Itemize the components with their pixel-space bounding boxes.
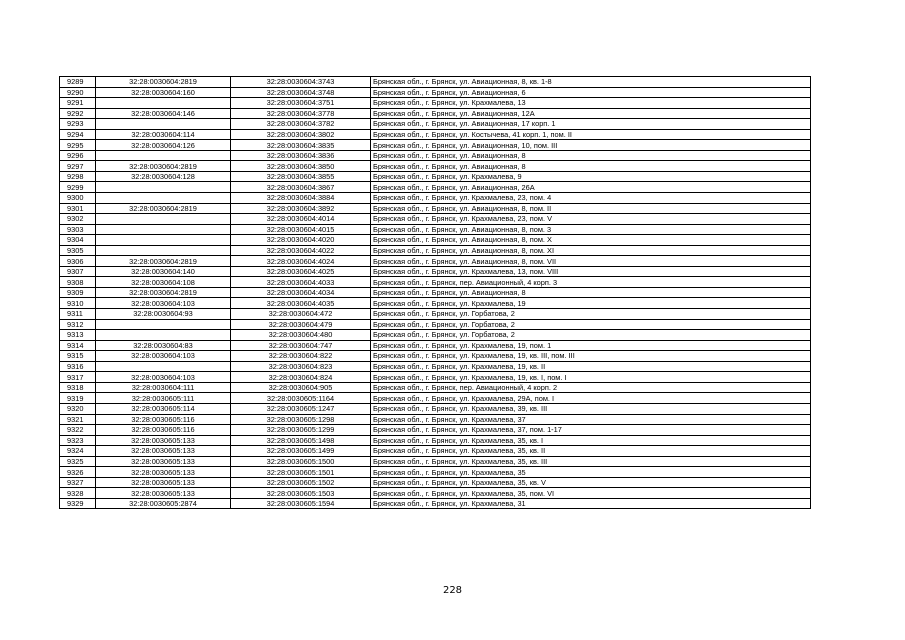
cadastral-number-cell: 32:28:0030604:824 (231, 372, 371, 383)
cadastral-number-cell: 32:28:0030605:1501 (231, 467, 371, 478)
row-number-cell: 9314 (60, 340, 96, 351)
address-cell: Брянская обл., г. Брянск, пер. Авиационный, 4 корп. 2 (371, 382, 811, 393)
table-row (60, 488, 811, 499)
table-row (60, 414, 811, 425)
address-cell: Брянская обл., г. Брянск, ул. Авиационная, 6 (371, 87, 811, 98)
row-number-cell: 9304 (60, 235, 96, 246)
cadastral-number-cell: 32:28:0030604:822 (231, 351, 371, 362)
source-parcel-cell: 32:28:0030605:133 (96, 488, 231, 499)
address-cell: Брянская обл., г. Брянск, ул. Крахмалева, 35, кв. V (371, 477, 811, 488)
address-cell: Брянская обл., г. Брянск, ул. Крахмалева, 19, кв. II (371, 361, 811, 372)
address-cell: Брянская обл., г. Брянск, ул. Крахмалева, 23, пом. 4 (371, 193, 811, 204)
table-row (60, 425, 811, 436)
cadastral-number-cell: 32:28:0030604:4014 (231, 214, 371, 225)
row-number-cell: 9325 (60, 456, 96, 467)
table-row (60, 140, 811, 151)
table-row (60, 98, 811, 109)
cadastral-number-cell: 32:28:0030605:1503 (231, 488, 371, 499)
table-row (60, 351, 811, 362)
table-row (60, 129, 811, 140)
source-parcel-cell: 32:28:0030604:103 (96, 372, 231, 383)
cadastral-number-cell: 32:28:0030604:3835 (231, 140, 371, 151)
cadastral-number-cell: 32:28:0030604:472 (231, 309, 371, 320)
address-cell: Брянская обл., г. Брянск, ул. Крахмалева, 35, кв. I (371, 435, 811, 446)
row-number-cell: 9298 (60, 171, 96, 182)
table-row (60, 298, 811, 309)
source-parcel-cell (96, 245, 231, 256)
row-number-cell: 9290 (60, 87, 96, 98)
row-number-cell: 9329 (60, 498, 96, 509)
row-number-cell: 9321 (60, 414, 96, 425)
table-row (60, 161, 811, 172)
registry-table (59, 76, 811, 509)
row-number-cell: 9289 (60, 77, 96, 88)
source-parcel-cell: 32:28:0030605:133 (96, 477, 231, 488)
source-parcel-cell: 32:28:0030605:133 (96, 467, 231, 478)
table-row (60, 235, 811, 246)
row-number-cell: 9299 (60, 182, 96, 193)
cadastral-number-cell: 32:28:0030604:4022 (231, 245, 371, 256)
address-cell: Брянская обл., г. Брянск, ул. Авиационная, 8 (371, 287, 811, 298)
source-parcel-cell (96, 361, 231, 372)
address-cell: Брянская обл., г. Брянск, ул. Крахмалева, 13, пом. VIII (371, 266, 811, 277)
registry-table-body (60, 77, 811, 509)
cadastral-number-cell: 32:28:0030604:4034 (231, 287, 371, 298)
address-cell: Брянская обл., г. Брянск, ул. Крахмалева, 37 (371, 414, 811, 425)
table-row (60, 340, 811, 351)
source-parcel-cell: 32:28:0030604:114 (96, 129, 231, 140)
table-row (60, 108, 811, 119)
table-row (60, 382, 811, 393)
table-row (60, 372, 811, 383)
row-number-cell: 9313 (60, 330, 96, 341)
cadastral-number-cell: 32:28:0030604:3850 (231, 161, 371, 172)
table-row (60, 214, 811, 225)
cadastral-number-cell: 32:28:0030605:1164 (231, 393, 371, 404)
table-row (60, 77, 811, 88)
row-number-cell: 9306 (60, 256, 96, 267)
source-parcel-cell (96, 182, 231, 193)
address-cell: Брянская обл., г. Брянск, ул. Авиационная, 8, пом. II (371, 203, 811, 214)
table-row (60, 203, 811, 214)
row-number-cell: 9319 (60, 393, 96, 404)
row-number-cell: 9305 (60, 245, 96, 256)
cadastral-number-cell: 32:28:0030604:4024 (231, 256, 371, 267)
cadastral-number-cell: 32:28:0030604:3836 (231, 150, 371, 161)
source-parcel-cell: 32:28:0030604:2819 (96, 161, 231, 172)
row-number-cell: 9291 (60, 98, 96, 109)
cadastral-number-cell: 32:28:0030604:3884 (231, 193, 371, 204)
source-parcel-cell: 32:28:0030604:128 (96, 171, 231, 182)
table-row (60, 361, 811, 372)
table-row (60, 330, 811, 341)
row-number-cell: 9300 (60, 193, 96, 204)
address-cell: Брянская обл., г. Брянск, ул. Крахмалева, 35, кв. III (371, 456, 811, 467)
address-cell: Брянская обл., г. Брянск, ул. Крахмалева, 19, кв. I, пом. I (371, 372, 811, 383)
address-cell: Брянская обл., г. Брянск, ул. Авиационная, 8, кв. 1-8 (371, 77, 811, 88)
address-cell: Брянская обл., г. Брянск, ул. Авиационная, 8, пом. X (371, 235, 811, 246)
address-cell: Брянская обл., г. Брянск, ул. Горбатова, 2 (371, 319, 811, 330)
address-cell: Брянская обл., г. Брянск, пер. Авиационный, 4 корп. 3 (371, 277, 811, 288)
table-row (60, 182, 811, 193)
table-row (60, 193, 811, 204)
source-parcel-cell: 32:28:0030604:108 (96, 277, 231, 288)
cadastral-number-cell: 32:28:0030604:3892 (231, 203, 371, 214)
source-parcel-cell (96, 330, 231, 341)
cadastral-number-cell: 32:28:0030604:3782 (231, 119, 371, 130)
row-number-cell: 9317 (60, 372, 96, 383)
address-cell: Брянская обл., г. Брянск, ул. Костычева, 41 корп. 1, пом. II (371, 129, 811, 140)
source-parcel-cell (96, 150, 231, 161)
cadastral-number-cell: 32:28:0030604:905 (231, 382, 371, 393)
row-number-cell: 9293 (60, 119, 96, 130)
source-parcel-cell: 32:28:0030604:140 (96, 266, 231, 277)
source-parcel-cell: 32:28:0030605:133 (96, 456, 231, 467)
cadastral-number-cell: 32:28:0030604:3751 (231, 98, 371, 109)
row-number-cell: 9322 (60, 425, 96, 436)
source-parcel-cell: 32:28:0030604:2819 (96, 287, 231, 298)
source-parcel-cell (96, 319, 231, 330)
table-row (60, 477, 811, 488)
cadastral-number-cell: 32:28:0030604:3743 (231, 77, 371, 88)
source-parcel-cell: 32:28:0030605:116 (96, 414, 231, 425)
source-parcel-cell (96, 119, 231, 130)
row-number-cell: 9301 (60, 203, 96, 214)
table-row (60, 150, 811, 161)
source-parcel-cell: 32:28:0030604:83 (96, 340, 231, 351)
row-number-cell: 9311 (60, 309, 96, 320)
row-number-cell: 9315 (60, 351, 96, 362)
row-number-cell: 9297 (60, 161, 96, 172)
address-cell: Брянская обл., г. Брянск, ул. Авиационная, 8, пом. 3 (371, 224, 811, 235)
source-parcel-cell (96, 224, 231, 235)
row-number-cell: 9303 (60, 224, 96, 235)
table-row (60, 119, 811, 130)
row-number-cell: 9318 (60, 382, 96, 393)
cadastral-number-cell: 32:28:0030605:1502 (231, 477, 371, 488)
address-cell: Брянская обл., г. Брянск, ул. Крахмалева, 23, пом. V (371, 214, 811, 225)
cadastral-number-cell: 32:28:0030604:4015 (231, 224, 371, 235)
address-cell: Брянская обл., г. Брянск, ул. Крахмалева, 19, пом. 1 (371, 340, 811, 351)
cadastral-number-cell: 32:28:0030605:1247 (231, 403, 371, 414)
row-number-cell: 9327 (60, 477, 96, 488)
table-row (60, 403, 811, 414)
table-row (60, 224, 811, 235)
table-row (60, 245, 811, 256)
address-cell: Брянская обл., г. Брянск, ул. Крахмалева, 29А, пом. I (371, 393, 811, 404)
source-parcel-cell (96, 193, 231, 204)
table-row (60, 467, 811, 478)
row-number-cell: 9320 (60, 403, 96, 414)
cadastral-number-cell: 32:28:0030604:3802 (231, 129, 371, 140)
table-row (60, 287, 811, 298)
address-cell: Брянская обл., г. Брянск, ул. Авиационная, 8, пом. XI (371, 245, 811, 256)
table-row (60, 446, 811, 457)
address-cell: Брянская обл., г. Брянск, ул. Крахмалева, 19 (371, 298, 811, 309)
source-parcel-cell: 32:28:0030604:111 (96, 382, 231, 393)
cadastral-number-cell: 32:28:0030605:1498 (231, 435, 371, 446)
source-parcel-cell: 32:28:0030604:2819 (96, 256, 231, 267)
row-number-cell: 9296 (60, 150, 96, 161)
address-cell: Брянская обл., г. Брянск, ул. Крахмалева, 13 (371, 98, 811, 109)
source-parcel-cell: 32:28:0030605:133 (96, 446, 231, 457)
cadastral-number-cell: 32:28:0030604:3748 (231, 87, 371, 98)
cadastral-number-cell: 32:28:0030605:1499 (231, 446, 371, 457)
address-cell: Брянская обл., г. Брянск, ул. Крахмалева, 9 (371, 171, 811, 182)
source-parcel-cell: 32:28:0030604:103 (96, 298, 231, 309)
address-cell: Брянская обл., г. Брянск, ул. Крахмалева, 37, пом. 1-17 (371, 425, 811, 436)
address-cell: Брянская обл., г. Брянск, ул. Авиационная, 8 (371, 150, 811, 161)
row-number-cell: 9295 (60, 140, 96, 151)
source-parcel-cell: 32:28:0030605:114 (96, 403, 231, 414)
cadastral-number-cell: 32:28:0030605:1298 (231, 414, 371, 425)
row-number-cell: 9307 (60, 266, 96, 277)
source-parcel-cell: 32:28:0030604:146 (96, 108, 231, 119)
source-parcel-cell (96, 98, 231, 109)
cadastral-number-cell: 32:28:0030604:4025 (231, 266, 371, 277)
row-number-cell: 9316 (60, 361, 96, 372)
cadastral-number-cell: 32:28:0030604:480 (231, 330, 371, 341)
cadastral-number-cell: 32:28:0030605:1299 (231, 425, 371, 436)
table-row (60, 498, 811, 509)
cadastral-number-cell: 32:28:0030605:1500 (231, 456, 371, 467)
row-number-cell: 9308 (60, 277, 96, 288)
source-parcel-cell: 32:28:0030604:160 (96, 87, 231, 98)
table-row (60, 393, 811, 404)
address-cell: Брянская обл., г. Брянск, ул. Крахмалева, 39, кв. III (371, 403, 811, 414)
cadastral-number-cell: 32:28:0030604:3778 (231, 108, 371, 119)
cadastral-number-cell: 32:28:0030604:3867 (231, 182, 371, 193)
table-row (60, 319, 811, 330)
address-cell: Брянская обл., г. Брянск, ул. Крахмалева, 35 (371, 467, 811, 478)
cadastral-number-cell: 32:28:0030604:3855 (231, 171, 371, 182)
table-row (60, 171, 811, 182)
cadastral-number-cell: 32:28:0030604:4035 (231, 298, 371, 309)
row-number-cell: 9302 (60, 214, 96, 225)
cadastral-number-cell: 32:28:0030604:479 (231, 319, 371, 330)
table-row (60, 456, 811, 467)
address-cell: Брянская обл., г. Брянск, ул. Авиационная, 10, пом. III (371, 140, 811, 151)
row-number-cell: 9326 (60, 467, 96, 478)
source-parcel-cell: 32:28:0030605:111 (96, 393, 231, 404)
address-cell: Брянская обл., г. Брянск, ул. Крахмалева, 19, кв. III, пом. III (371, 351, 811, 362)
address-cell: Брянская обл., г. Брянск, ул. Авиационная, 17 корп. 1 (371, 119, 811, 130)
source-parcel-cell: 32:28:0030605:116 (96, 425, 231, 436)
cadastral-number-cell: 32:28:0030605:1594 (231, 498, 371, 509)
row-number-cell: 9292 (60, 108, 96, 119)
table-row (60, 277, 811, 288)
row-number-cell: 9323 (60, 435, 96, 446)
source-parcel-cell: 32:28:0030604:103 (96, 351, 231, 362)
table-row (60, 266, 811, 277)
address-cell: Брянская обл., г. Брянск, ул. Крахмалева, 31 (371, 498, 811, 509)
source-parcel-cell: 32:28:0030604:93 (96, 309, 231, 320)
table-row (60, 435, 811, 446)
address-cell: Брянская обл., г. Брянск, ул. Горбатова, 2 (371, 330, 811, 341)
address-cell: Брянская обл., г. Брянск, ул. Авиационная, 26А (371, 182, 811, 193)
table-row (60, 87, 811, 98)
row-number-cell: 9312 (60, 319, 96, 330)
row-number-cell: 9328 (60, 488, 96, 499)
table-row (60, 256, 811, 267)
row-number-cell: 9310 (60, 298, 96, 309)
source-parcel-cell: 32:28:0030605:133 (96, 435, 231, 446)
row-number-cell: 9309 (60, 287, 96, 298)
source-parcel-cell: 32:28:0030605:2874 (96, 498, 231, 509)
page-number: 228 (442, 585, 463, 596)
cadastral-number-cell: 32:28:0030604:747 (231, 340, 371, 351)
row-number-cell: 9294 (60, 129, 96, 140)
address-cell: Брянская обл., г. Брянск, ул. Крахмалева, 35, пом. VI (371, 488, 811, 499)
address-cell: Брянская обл., г. Брянск, ул. Авиационная, 12А (371, 108, 811, 119)
address-cell: Брянская обл., г. Брянск, ул. Горбатова, 2 (371, 309, 811, 320)
address-cell: Брянская обл., г. Брянск, ул. Авиационная, 8 (371, 161, 811, 172)
address-cell: Брянская обл., г. Брянск, ул. Крахмалева, 35, кв. II (371, 446, 811, 457)
source-parcel-cell (96, 214, 231, 225)
source-parcel-cell: 32:28:0030604:2819 (96, 77, 231, 88)
source-parcel-cell (96, 235, 231, 246)
address-cell: Брянская обл., г. Брянск, ул. Авиационная, 8, пом. VII (371, 256, 811, 267)
table-row (60, 309, 811, 320)
cadastral-number-cell: 32:28:0030604:823 (231, 361, 371, 372)
source-parcel-cell: 32:28:0030604:2819 (96, 203, 231, 214)
row-number-cell: 9324 (60, 446, 96, 457)
source-parcel-cell: 32:28:0030604:126 (96, 140, 231, 151)
cadastral-number-cell: 32:28:0030604:4033 (231, 277, 371, 288)
cadastral-number-cell: 32:28:0030604:4020 (231, 235, 371, 246)
